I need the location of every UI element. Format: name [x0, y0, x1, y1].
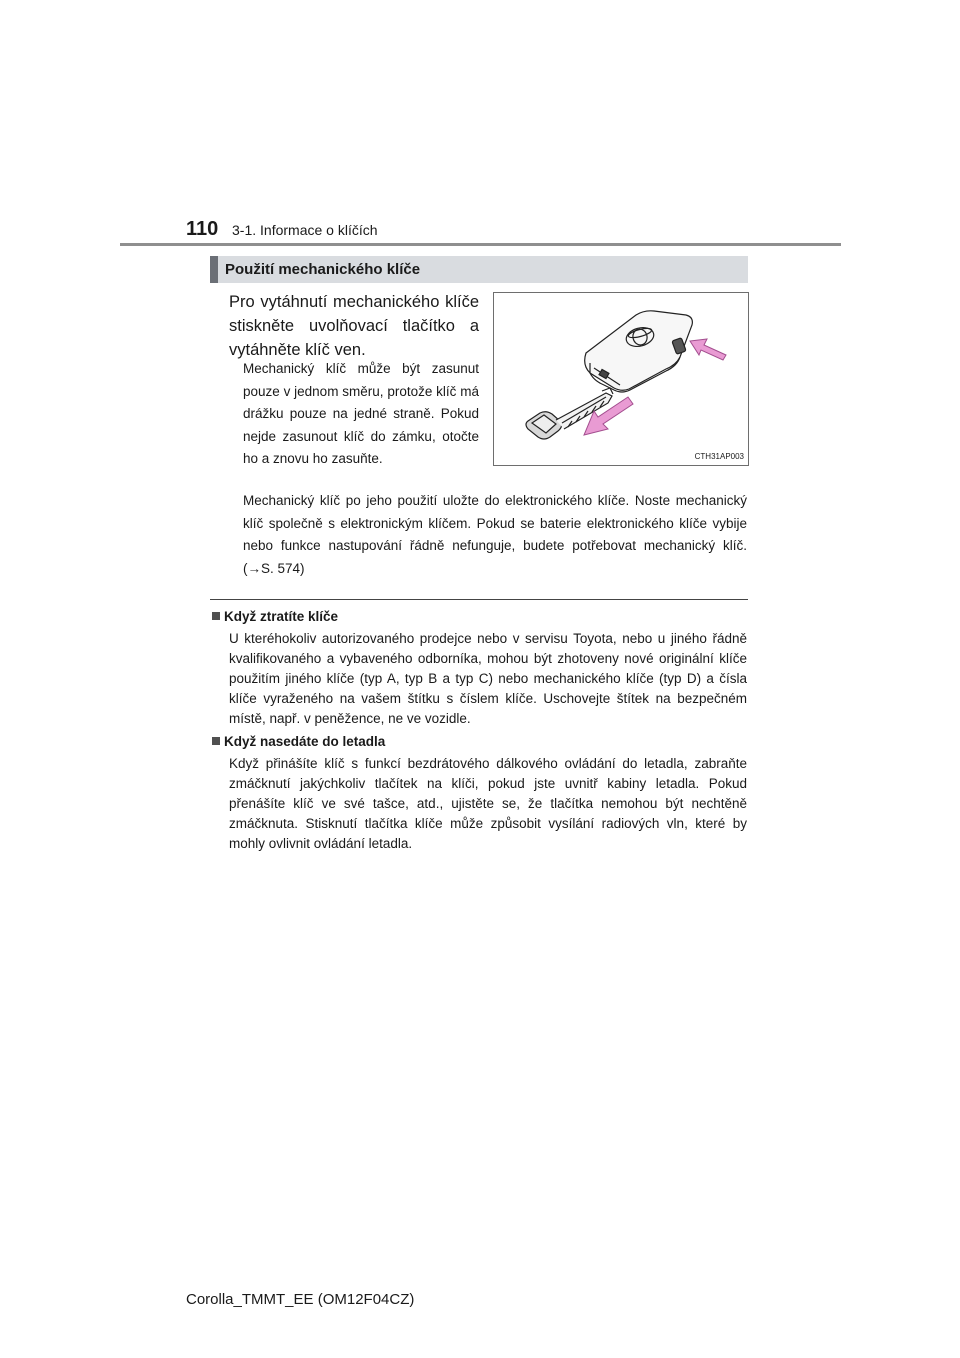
subsection-text-lost-keys: U kteréhokoliv autorizovaného prodejce nebo v servisu Toyota, nebo u jiného řádně kvalifikovaného a vybaveného odborníka, mohou být zhotoveny nové originální klíče použitím jiného klíče (typ A, typ B a typ C) nebo mechanického klíče (typ D) a čísla klíče vyraženého na vašem štítku s číslem klíče. Uschovejte štítek na bezpečném místě, např. v peněžence, ne ve vozidle. [229, 631, 747, 726]
key-fob-icon [585, 311, 693, 392]
header-rule [120, 243, 841, 246]
subsection-text-airplane: Když přinášíte klíč s funkcí bezdrátového dálkového ovládání do letadla, zabraňte zmáčknutí jakýchkoliv tlačítek na klíči, pokud jste uvnitř kabiny letadla. Pokud přenášíte klíč ve své tašce, atd., ujistěte se, že tlačítka nemohou být nechtěně zmáčknuta. Stisknutí tlačítka klíče může způsobit vysílání radiových vln, které by mohly ovlivnit ovládání letadla. [229, 756, 747, 851]
section-title: 3-1. Informace o klíčích [232, 222, 378, 238]
key-illustration [493, 292, 749, 466]
section-heading: Použití mechanického klíče [225, 261, 421, 278]
subsection-title-text: Když nasedáte do letadla [224, 734, 386, 749]
subsection-title-lost-keys [212, 609, 338, 624]
note-key-direction: Mechanický klíč může být zasunut pouze v jednom směru, protože klíč má drážku pouze na jedné straně. Pokud nejde zasunout klíč do zámku, otočte ho a znovu ho zasuňte. [243, 361, 479, 466]
section-heading-accent [210, 256, 218, 283]
push-arrow-icon [690, 339, 726, 360]
subsection-title-text: Když ztratíte klíče [224, 609, 339, 624]
figure-code: CTH31AP003 [694, 452, 744, 461]
footer-model-code: Corolla_TMMT_EE (OM12F04CZ) [186, 1291, 415, 1308]
square-bullet-icon [212, 612, 220, 620]
page-number: 110 [186, 218, 219, 240]
square-bullet-icon [212, 737, 220, 745]
note-storage: Mechanický klíč po jeho použití uložte do elektronického klíče. Noste mechanický klíč společně s elektronickým klíčem. Pokud se baterie elektronického klíče vybije nebo funkce nastupování řádně nefunguje, budete potřebovat mechanický klíč. (→S. 574) [243, 493, 747, 576]
main-instruction: Pro vytáhnutí mechanického klíče stiskněte uvolňovací tlačítko a vytáhněte klíč ven. [229, 293, 479, 359]
subsection-title-airplane [212, 734, 385, 749]
section-divider [210, 599, 748, 600]
key-illustration-drawing [494, 293, 748, 465]
